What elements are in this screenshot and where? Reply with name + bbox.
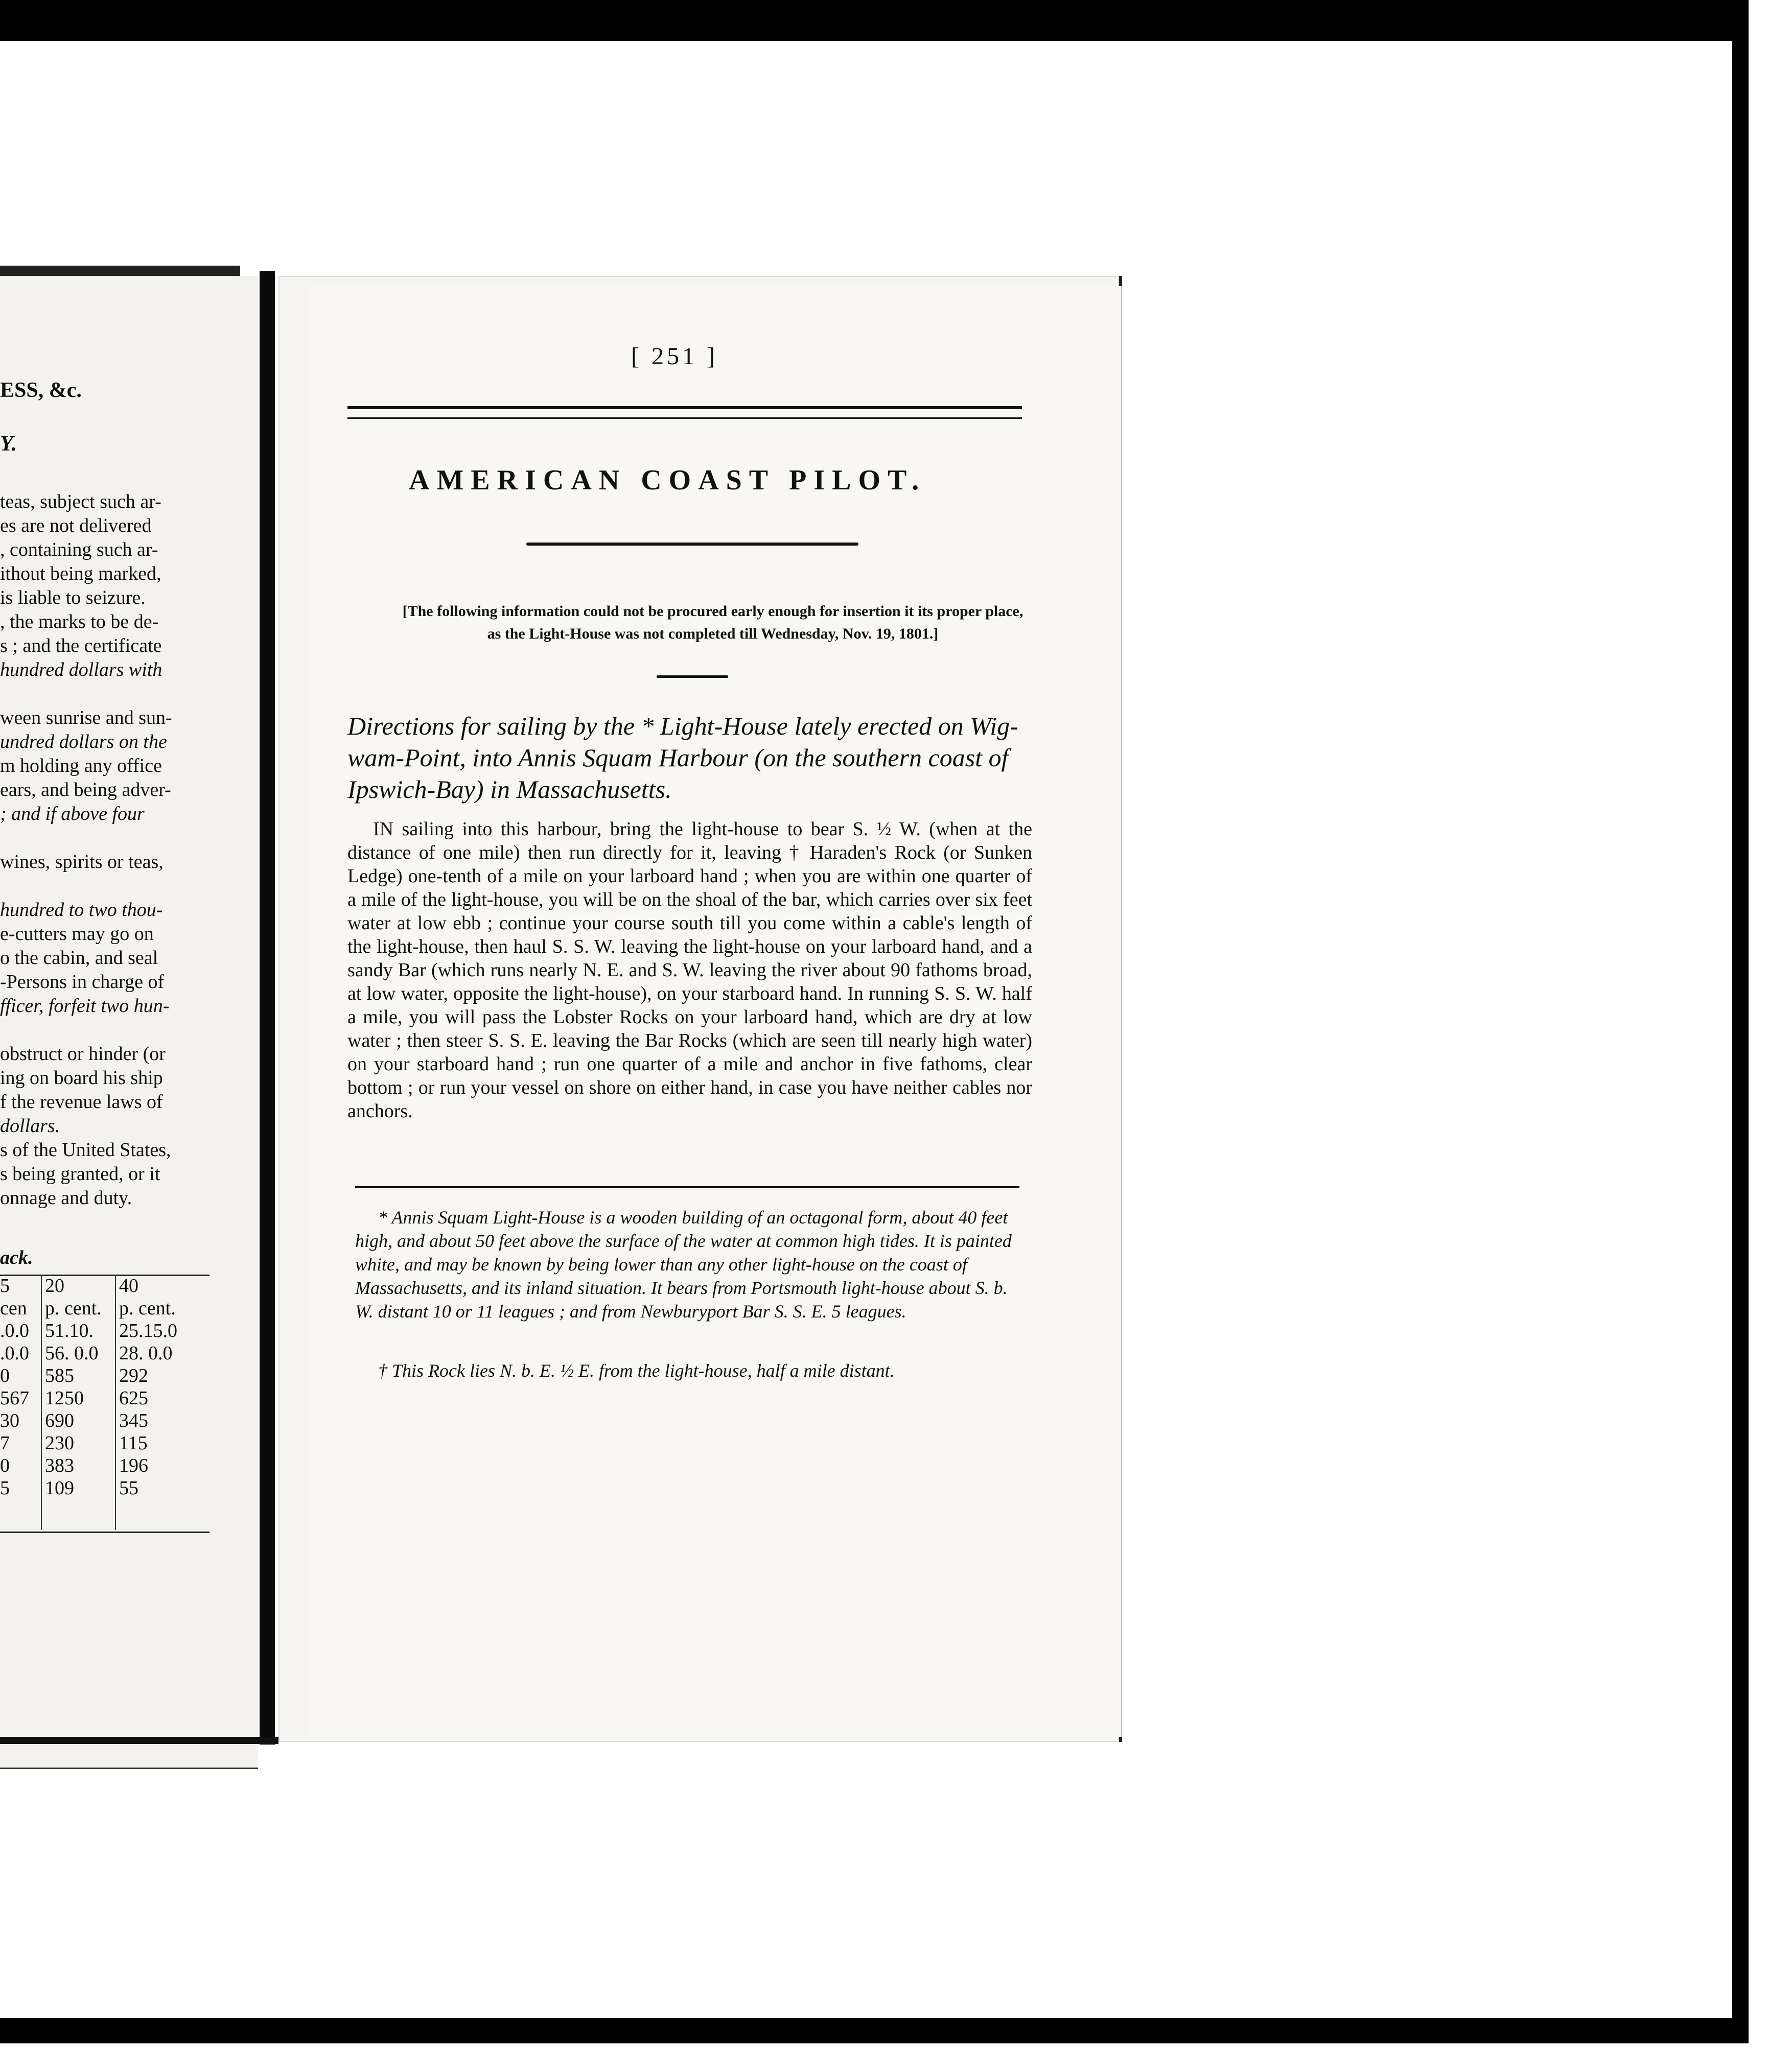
left-page-line: fficer, forfeit two hun- <box>0 995 170 1017</box>
footnote-rule <box>355 1186 1019 1188</box>
left-page-line: onnage and duty. <box>0 1187 132 1209</box>
table-cell: 0 <box>0 1455 10 1476</box>
table-cell: 5 <box>0 1477 10 1499</box>
notice-line: [The following information could not be procured early enough for insertion it its proper place, <box>402 603 1023 620</box>
table-column <box>119 1275 177 1499</box>
footnote-lighthouse: * Annis Squam Light-House is a wooden building of an octagonal form, about 40 feet high, and about 50 feet above the surface of the water at common high tides. It is painted white, and may be known by being lower than any other light-house on the coast of Massachusetts, and its inland situation. It bears from Portsmouth light-house about S. b. W. distant 10 or 11 leagues ; and from Newburyport Bar S. S. E. 5 leagues. <box>355 1207 1012 1322</box>
scan-frame-bottom <box>0 2018 1748 2043</box>
table-cell: 292 <box>119 1365 148 1386</box>
page-number: [ 251 ] <box>631 343 718 370</box>
notice-line: as the Light-House was not completed till Wednesday, Nov. 19, 1801.] <box>487 625 939 642</box>
table-cell: 115 <box>119 1432 148 1454</box>
left-page-bottom-edge <box>0 1737 278 1744</box>
table-cell: 1250 <box>45 1387 84 1409</box>
left-page-line: is liable to seizure. <box>0 587 146 608</box>
body-paragraph: IN sailing into this harbour, bring the light-house to bear S. ½ W. (when at the distance of one mile) then run directly for it, leaving † Haraden's Rock (or Sunken Ledge) one-tenth of a mile on your larboard hand ; when you are within one quarter of a mile of the light-house, you will be on the shoal of the bar, which carries over six feet water at low ebb ; continue your course south till you come within a cable's length of the light-house, then haul S. S. W. leaving the light-house on your larboard hand, and a sandy Bar (which runs nearly N. E. and S. W. leaving the river about 90 fathoms broad, at low water, opposite the light-house), on your starboard hand. In running S. S. W. half a mile, you will pass the Lobster Rocks on your larboard hand, which are dry at low water ; then steer S. S. E. leaving the Bar Rocks (which are seen till nearly high water) on your starboard hand ; run one quarter of a mile and anchor in five fathoms, clear bottom ; or run your vessel on shore on either hand, in case you have neither cables nor anchors. <box>347 818 1032 1122</box>
left-page-line: ween sunrise and sun- <box>0 707 172 728</box>
table-cell: p. cent. <box>119 1298 176 1319</box>
left-page <box>0 276 258 1769</box>
left-page-line: s ; and the certificate <box>0 635 162 656</box>
left-page-line: hundred dollars with <box>0 659 162 680</box>
table-cell: 585 <box>45 1365 74 1386</box>
table-divider <box>41 1275 42 1530</box>
table-cell: 30 <box>0 1410 19 1431</box>
left-page-table-rule <box>0 1275 210 1533</box>
table-divider <box>115 1275 116 1530</box>
left-page-line: undred dollars on the <box>0 731 167 752</box>
scan-frame-top <box>0 0 1748 41</box>
table-cell: 25.15.0 <box>119 1320 177 1341</box>
table-cell: 5 <box>0 1275 10 1297</box>
left-page-table-title: ack. <box>0 1247 33 1268</box>
left-page-line: , containing such ar- <box>0 539 158 560</box>
left-page-line: o the cabin, and seal <box>0 947 158 969</box>
left-page-line: f the revenue laws of <box>0 1091 163 1113</box>
table-cell: 40 <box>119 1275 138 1297</box>
left-page-line: ears, and being adver- <box>0 779 171 800</box>
table-cell: cen <box>0 1298 27 1319</box>
table-cell: 383 <box>45 1455 74 1476</box>
left-page-line: obstruct or hinder (or <box>0 1043 166 1065</box>
table-cell: .0.0 <box>0 1320 29 1341</box>
table-cell: 28. 0.0 <box>119 1343 173 1364</box>
table-cell: 109 <box>45 1477 74 1499</box>
table-cell: 196 <box>119 1455 148 1476</box>
left-page-line: e-cutters may go on <box>0 923 154 945</box>
table-cell: 230 <box>45 1432 74 1454</box>
left-page-running-head: ESS, &c. <box>0 379 82 402</box>
heading-ornament-rule <box>526 543 858 546</box>
left-page-line: teas, subject such ar- <box>0 491 161 512</box>
left-page-line: ing on board his ship <box>0 1067 163 1089</box>
scan-frame-right <box>1732 0 1749 2043</box>
table-cell: 51.10. <box>45 1320 94 1341</box>
section-ornament-rule <box>657 675 728 678</box>
left-page-line: s of the United States, <box>0 1139 171 1161</box>
table-cell: 345 <box>119 1410 148 1431</box>
left-page-section-mark: Y. <box>0 432 17 456</box>
left-page-line: s being granted, or it <box>0 1163 160 1185</box>
footnote-rock: † This Rock lies N. b. E. ½ E. from the light-house, half a mile distant. <box>378 1360 895 1381</box>
sailing-directions <box>347 817 1032 1123</box>
table-cell: .0.0 <box>0 1343 29 1364</box>
table-column <box>0 1275 29 1499</box>
table-cell: 625 <box>119 1387 148 1409</box>
left-page-line: es are not delivered <box>0 515 152 536</box>
table-cell: 0 <box>0 1365 10 1386</box>
left-page-line: ; and if above four <box>0 803 145 825</box>
left-page-line: ithout being marked, <box>0 563 161 584</box>
double-rule <box>347 406 1022 419</box>
table-cell: p. cent. <box>45 1298 102 1319</box>
left-page-line: , the marks to be de- <box>0 611 159 632</box>
left-page-line: hundred to two thou- <box>0 899 163 921</box>
directions-title: Directions for sailing by the * Light-House lately erected on Wig-wam-Point, into Annis Squam Harbour (on the southern coast of Ipswich-Bay) in Massachusetts. <box>347 712 1018 804</box>
left-page-top-edge <box>0 266 240 276</box>
table-cell: 7 <box>0 1432 10 1454</box>
table-cell: 55 <box>119 1477 138 1499</box>
table-cell: 690 <box>45 1410 74 1431</box>
left-page-line: -Persons in charge of <box>0 971 165 993</box>
left-page-line: m holding any office <box>0 755 162 776</box>
book-spine <box>260 271 275 1745</box>
left-page-line: dollars. <box>0 1115 60 1137</box>
page-heading: AMERICAN COAST PILOT. <box>409 464 926 496</box>
editorial-notice <box>381 600 1045 645</box>
table-cell: 56. 0.0 <box>45 1343 99 1364</box>
table-cell: 567 <box>0 1387 29 1409</box>
table-cell: 20 <box>45 1275 64 1297</box>
table-column <box>45 1275 102 1499</box>
left-page-line: wines, spirits or teas, <box>0 851 164 873</box>
